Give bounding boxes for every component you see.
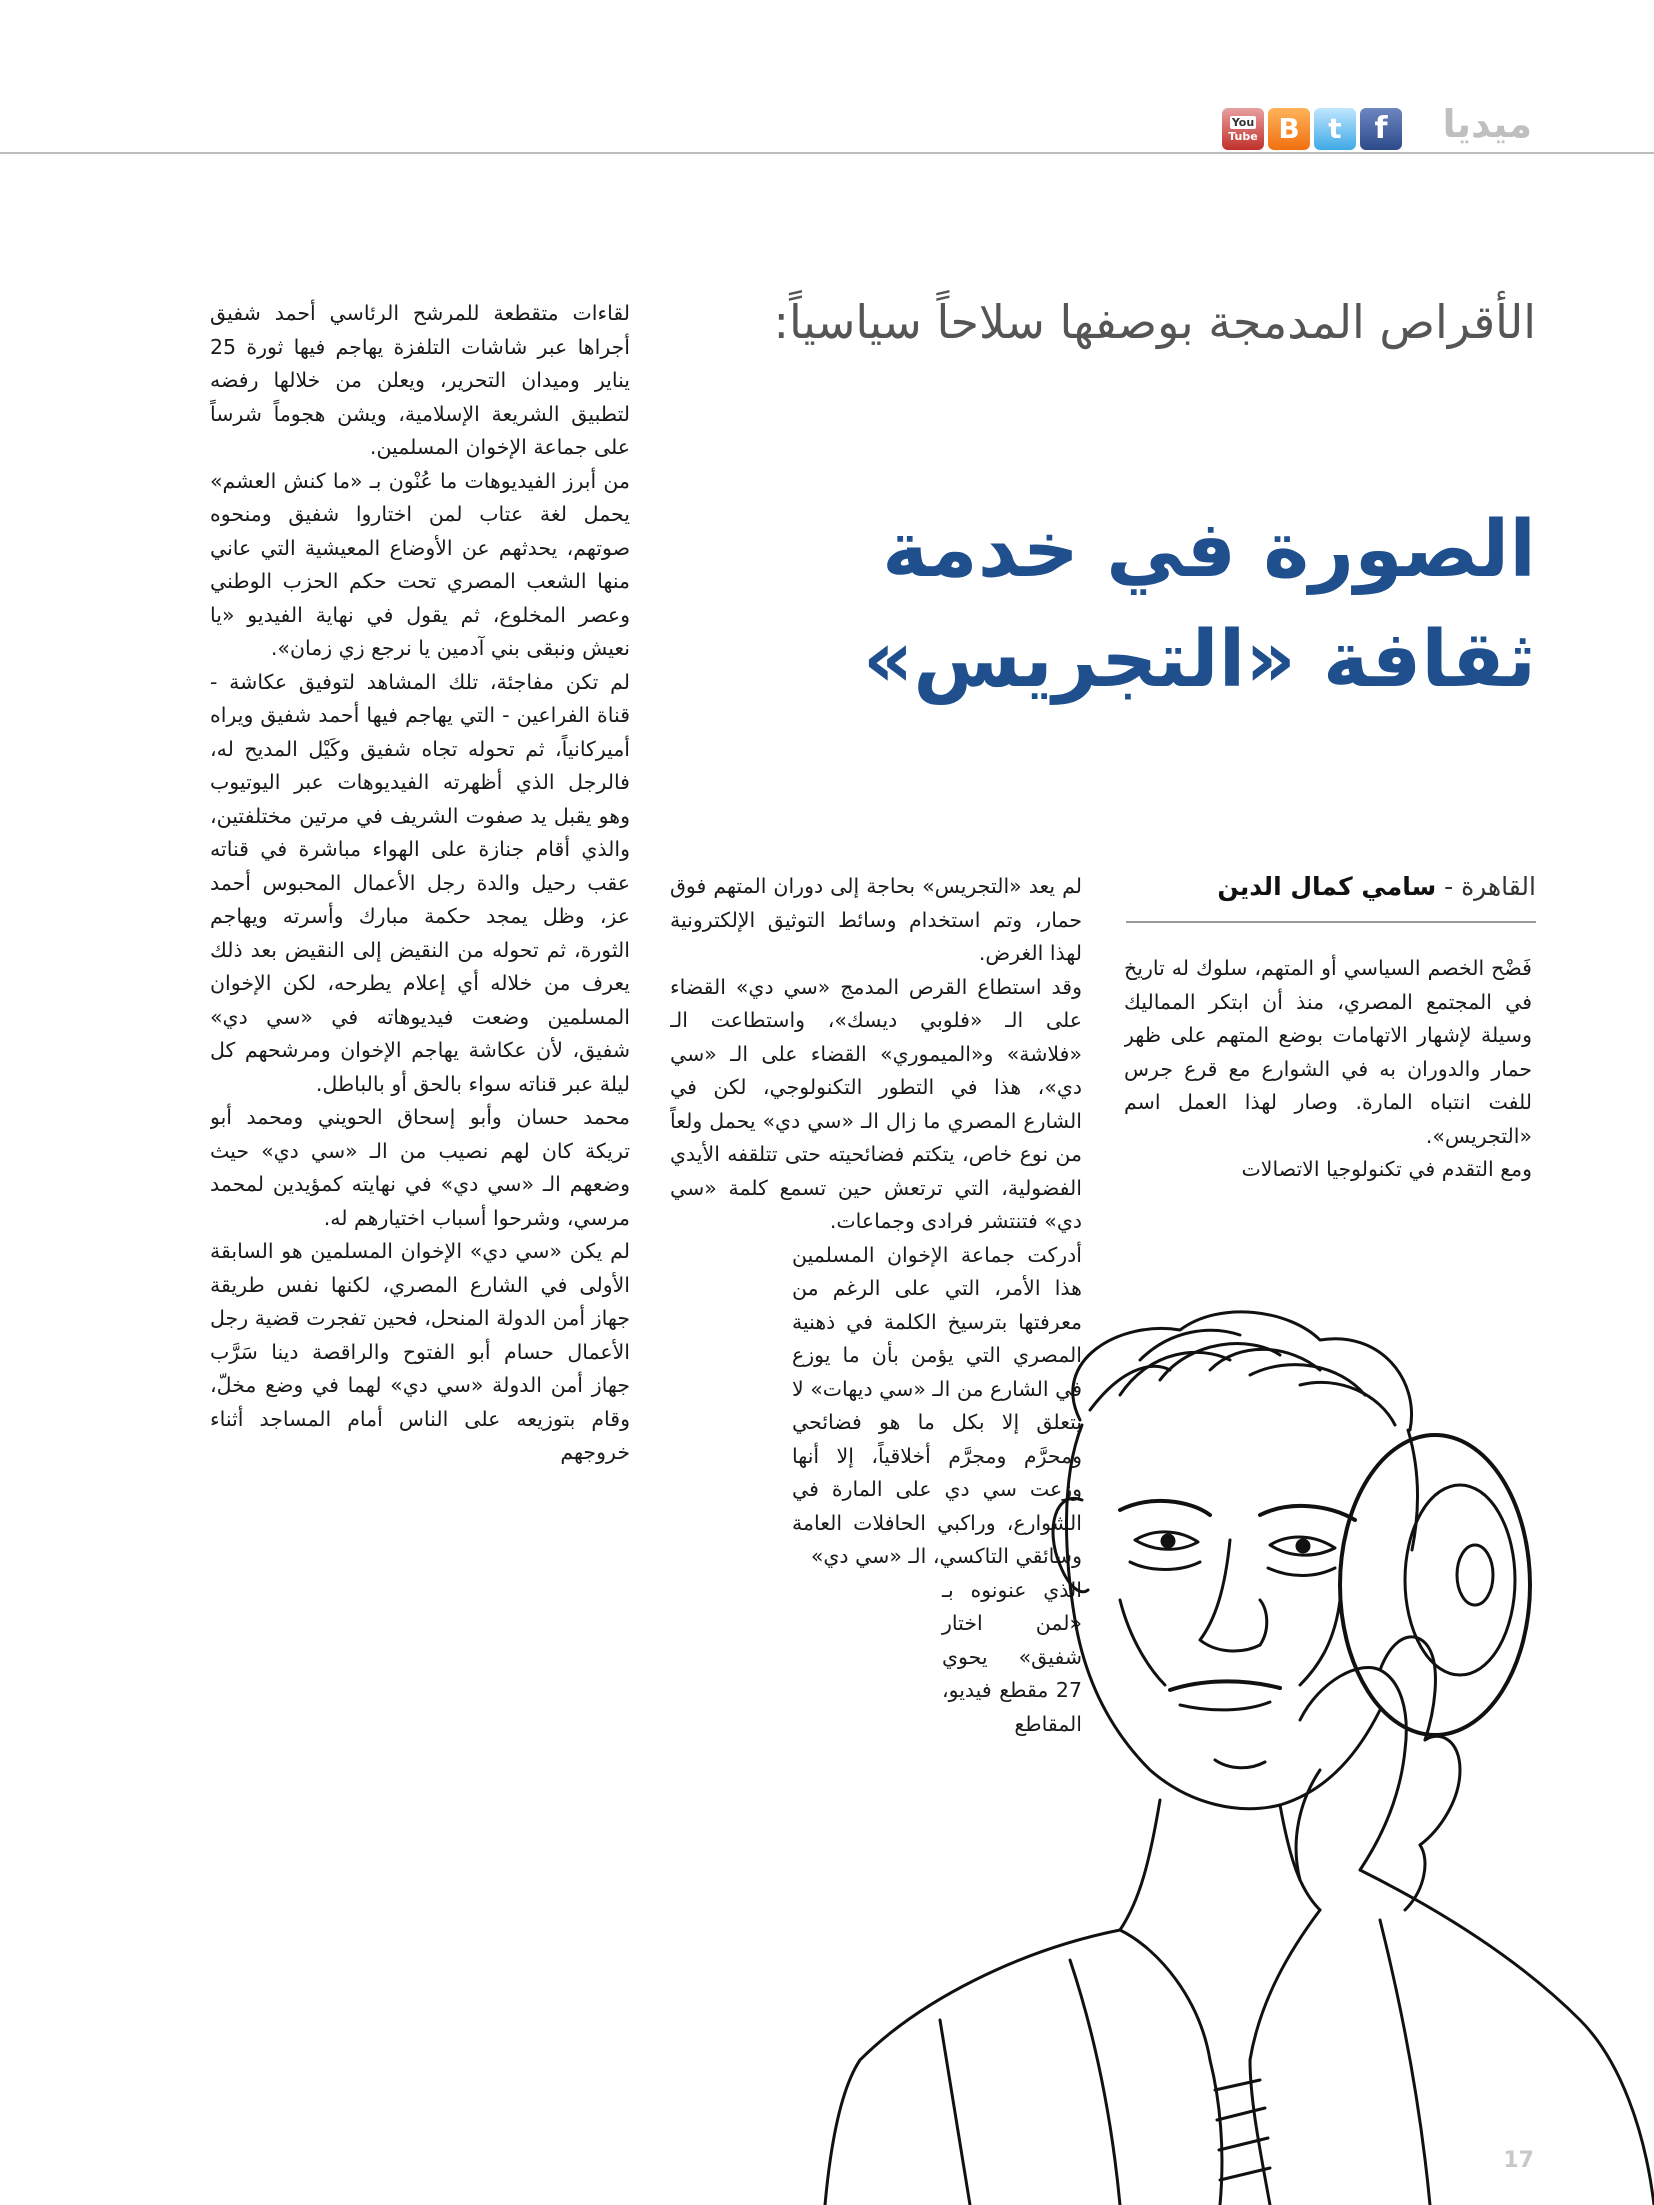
page-number: 17 [1503, 2148, 1534, 2173]
paragraph: محمد حسان وأبو إسحاق الحويني ومحمد أبو تريكة كان لهم نصيب من الـ «سي دي» حيث وضعهم الـ «سي دي» في نهايته كمؤيدين لمحمد مرسي، وشرحوا أسباب اختيارهم له. [210, 1105, 630, 1230]
article-title-line1: الصورة في خدمة [882, 505, 1536, 595]
byline [1126, 872, 1536, 923]
header-divider [0, 152, 1654, 154]
article-column-left [210, 297, 630, 2042]
paragraph: الذي عنونوه بـ «لمن اختار شفيق» يحوي 27 مقطع فيديو، المقاطع [942, 1577, 1082, 1736]
article-column-right [1124, 952, 1532, 1262]
paragraph: لم يكن «سي دي» الإخوان المسلمين هو السابقة الأولى في الشارع المصري، لكنها نفس طريقة جهاز أمن الدولة المنحل، فحين تفجرت قضية رجل الأعمال حسام أبو الفتوح والراقصة دينا سَرَّب جهاز أمن الدولة «سي دي» لهما في وضع مخلّ، وقام بتوزيعه على الناس أمام المساجد أثناء خروجهم [210, 1239, 630, 1464]
article-title [636, 495, 1536, 715]
byline-author: سامي كمال الدين [1217, 872, 1437, 901]
facebook-icon[interactable]: f [1360, 108, 1402, 150]
article-kicker: الأقراص المدمجة بوصفها سلاحاً سياسياً: [773, 295, 1536, 349]
paragraph: فَضْح الخصم السياسي أو المتهم، سلوك له تاريخ في المجتمع المصري، منذ أن ابتكر المماليك وسيلة لإشهار الاتهامات بوضع المتهم على ظهر حمار والدوران به في الشوارع مع قرع جرس للفت انتباه المارة. وصار لهذا العمل اسم «التجريس». [1124, 956, 1532, 1148]
byline-city: القاهرة - [1436, 872, 1536, 901]
paragraph: من أبرز الفيديوهات ما عُنْون بـ «ما كنش العشم» يحمل لغة عتاب لمن اختاروا شفيق ومنحوه صوتهم، يحدثهم عن الأوضاع المعيشية التي عاني منها الشعب المصري تحت حكم الحزب الوطني وعصر المخلوع، ثم يقول في نهاية الفيديو «يا نعيش ونبقى بني آدمين يا نرجع زي زمان». [210, 468, 630, 660]
paragraph: لم تكن مفاجئة، تلك المشاهد لتوفيق عكاشة - قناة الفراعين - التي يهاجم فيها أحمد شفيق ويراه أميركانياً، ثم تحوله تجاه شفيق وكَيْل المديح له، فالرجل الذي أظهرته الفيديوهات عبر اليوتيوب وهو يقبل يد صفوت الشريف في مرتين مختلفتين، والذي أقام جنازة على الهواء مباشرة في قناته عقب رحيل والدة رجل الأعمال المحبوس أحمد عز، وظل يمجد حكمة مبارك وأسرته ويهاجم الثورة، ثم تحوله من النقيض إلى النقيض بعد ذلك يعرف من خلاله أي إعلام يطرحه، لكن الإخوان المسلمين وضعت فيديوهاته في «سي دي» شفيق، لأن عكاشة يهاجم الإخوان ومرشحهم كل ليلة عبر قناته سواء بالحق أو بالباطل. [210, 669, 630, 1096]
paragraph: لقاءات متقطعة للمرشح الرئاسي أحمد شفيق أجراها عبر شاشات التلفزة يهاجم فيها ثورة 25 يناير وميدان التحرير، ويعلن من خلالها رفضه لتطبيق الشريعة الإسلامية، ويشن هجوماً شرساً على جماعة الإخوان المسلمين. [210, 301, 630, 459]
paragraph: ومع التقدم في تكنولوجيا الاتصالات [1241, 1157, 1532, 1181]
paragraph: وقد استطاع القرص المدمج «سي دي» القضاء على الـ «فلوبي ديسك»، واستطاعت الـ «فلاشة» و«الميموري» القضاء على الـ «سي دي»، هذا في التطور التكنولوجي، لكن في الشارع المصري ما زال الـ «سي دي» يحمل ولعاً من نوع خاص، يتكتم فضائحيته حتى تتلقفه الأيدي الفضولية، التي ترتعش حين تسمع كلمة «سي دي» فتنتشر فرادى وجماعات. [670, 974, 1082, 1233]
section-label: ميديا [1442, 102, 1532, 146]
social-icons [1222, 106, 1402, 150]
paragraph: أدركت جماعة الإخوان المسلمين هذا الأمر، التي على الرغم من معرفتها بترسيخ الكلمة في ذهنية المصري التي يؤمن بأن ما يوزع في الشارع من الـ «سي ديهات» لا يتعلق إلا بكل ما هو فضائحي ومحرَّم ومجرَّم أخلاقياً، إلا أنها وزعت سي دي على المارة في الشوارع، وراكبي الحافلات العامة وسائقي التاكسي، الـ «سي دي» [792, 1242, 1082, 1568]
paragraph: لم يعد «التجريس» بحاجة إلى دوران المتهم فوق حمار، وتم استخدام وسائط التوثيق الإلكترونية لهذا الغرض. [670, 874, 1082, 965]
article-title-line2: ثقافة «التجريس» [862, 615, 1536, 705]
youtube-icon[interactable]: You Tube [1222, 108, 1264, 150]
caricature-illustration [820, 1300, 1654, 2205]
blogger-icon[interactable]: B [1268, 108, 1310, 150]
twitter-icon[interactable]: t [1314, 108, 1356, 150]
